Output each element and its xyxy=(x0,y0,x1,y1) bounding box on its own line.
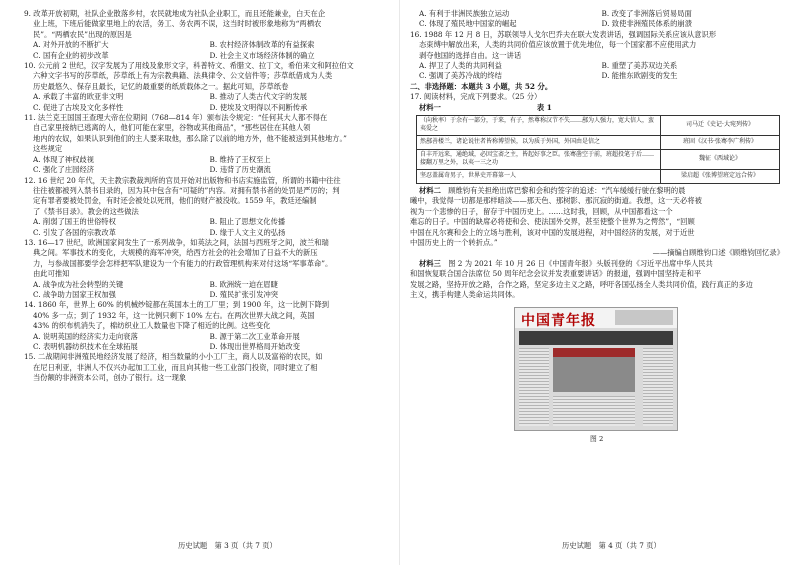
newspaper-text-column xyxy=(519,348,549,426)
table-row xyxy=(417,170,780,184)
option-c: C. 表明机器纺织技术在全球拓展 xyxy=(33,342,138,351)
question-line: 历史最悠久、保存且最长，记忆的最重要的纸质载体之一。据此可知，莎草纸卷 xyxy=(33,81,289,91)
option-b: B. 欧洲统一迫在眉睫 xyxy=(209,279,278,289)
option-d: D. 缘于人文主义的弘扬 xyxy=(209,227,286,237)
option-a: A. 战争成为社会转型的关键 xyxy=(33,279,124,289)
question-line: 10. 公元前 2 世纪，汉字发展为了用线及象形文字，科普特文、希腊文、拉丁文，希伯来文和阿拉伯文 xyxy=(24,61,354,71)
question-line: 12. 16 世纪 20 年代，天主教宗教裁判所的官员开始对出版物和书店实施监管，所谓的书籍中往往 xyxy=(24,175,341,185)
option-row xyxy=(24,217,386,227)
option-a: A. 有利于非洲民族独立运动 xyxy=(419,9,510,18)
newspaper-photo xyxy=(553,348,635,392)
question-line: 剥夺他国的选择自由。这一讲话 xyxy=(419,50,522,60)
option-b: B. 改变了非洲落后贸易局面 xyxy=(601,9,692,18)
option-a: A. 说明英国的经济实力走向衰落 xyxy=(33,331,138,341)
option-a: A. 削弱了国王的世俗特权 xyxy=(33,217,116,227)
material-1-header xyxy=(410,103,784,113)
option-row xyxy=(24,280,386,290)
exam-page-4 xyxy=(400,0,800,565)
option-c: C. 强化了庄园经济 xyxy=(33,165,95,175)
option-d: D. 能推东欧剧变的发生 xyxy=(601,71,678,81)
material-line: 视为一个悲惨的日子，留存于中国历史上。……这时我，回顾，从中国都看这一个 xyxy=(410,206,673,216)
option-b: B. 农村经济体制改革的有益探索 xyxy=(209,40,315,50)
table-cell: 坚忍盖属奇男子，世界史开幕第一人 xyxy=(417,170,661,184)
material-line: 中国在凡尔赛和会上的立场与胜利，该对中国的发展进程，对中国经济的发展，对于近世 xyxy=(410,227,695,237)
material-label: 材料二 xyxy=(419,186,441,196)
table-cell: 然鄯善楼兰，诸论说往者皆称博望侯，以为质于外国，外国由是信之 xyxy=(417,135,661,149)
option-d: D. 违背了历史潮流 xyxy=(209,165,271,175)
option-row xyxy=(24,332,386,342)
table-row xyxy=(417,115,780,135)
question-line: 六种文字书写的莎草纸，莎草纸上有为宗教典籍、法典律令、公文信件等；莎草纸借成为人类 xyxy=(33,71,333,81)
material-text: 图 2 为 2021 年 10 月 26 日《中国青年报》头版刊登的《习近平出席中华人民共 xyxy=(448,258,713,268)
question-15-options xyxy=(410,9,784,30)
question-line: 民”。“两栖农民”出现的原因是 xyxy=(33,29,132,39)
figure-caption: 图 2 xyxy=(590,434,604,443)
section-heading: 二、非选择题：本题共 3 小题，共 52 分。 xyxy=(410,81,553,91)
option-d: D. 使埃及文明得以不间断传承 xyxy=(209,102,308,112)
question-line: 定有罪者要被处罚金，有时还会被处以死刑，他们的财产被没收。1559 年，教廷还编制 xyxy=(33,196,317,206)
option-a: A. 捍卫了人类的共同利益 xyxy=(419,61,502,71)
option-c: C. 国有企业的初步改革 xyxy=(33,50,109,60)
option-b: B. 阻止了思想文化传播 xyxy=(209,217,286,227)
question-12 xyxy=(24,176,386,238)
option-row xyxy=(410,19,784,29)
question-17-intro: 17. 阅读材料，完成下列要求。（25 分） xyxy=(410,92,542,102)
table-label: 表 1 xyxy=(536,102,552,112)
option-b: B. 源于第二次工业革命开展 xyxy=(209,331,300,341)
page-footer: 历史试题 第 3 页（共 7 页） xyxy=(178,541,277,550)
option-c: C. 强调了美苏冷战的终结 xyxy=(419,71,502,81)
option-a: A. 对外开放的不断扩大 xyxy=(33,40,109,50)
option-b: B. 推动了人类古代文字的发展 xyxy=(209,92,308,102)
option-d: D. 殖民扩张引发冲突 xyxy=(209,289,279,299)
material-line: 曦中，我觉得一切都是那样暗淡——那天色、那树影、那沉寂的街道。我想，这一天必将被 xyxy=(410,196,702,206)
material-line xyxy=(410,259,784,269)
question-line: 16. 1988 年 12 月 8 日，苏联领导人戈尔巴乔夫在联大发表讲话，强调国际关系应该从意识形 xyxy=(410,29,717,39)
material-line: 难忘的日子。中国的缺席必将使和会、使法国外交界，甚至使整个世界为之愕然”，“回顾 xyxy=(410,217,695,227)
option-row xyxy=(24,103,386,113)
newspaper-header xyxy=(515,308,677,328)
option-row xyxy=(24,92,386,102)
newspaper-text-column xyxy=(553,396,635,426)
option-b: B. 维持了王权至上 xyxy=(209,154,271,164)
question-line: 了《禁书目录》。教会的这些做法 xyxy=(33,206,139,216)
question-line: 由此可推知 xyxy=(33,269,70,279)
question-15 xyxy=(24,352,386,383)
material-line: 发展之路，坚持开放之路，合作之路，坚定多边主义之路，呼吁各国弘扬全人类共同价值，践行真正的多边 xyxy=(410,279,753,289)
option-row xyxy=(24,51,386,61)
question-line: 11. 法兰克王国国王查理大帝在位期间（768—814 年）颁布法令规定：“任何其大人都不得在 xyxy=(24,113,328,123)
option-row xyxy=(24,342,386,352)
question-line: 40% 多一点；到了 1932 年，这一比例只剩下 10% 左右。在两次世界大战之间，英国 xyxy=(33,310,315,320)
material-label: 材料三 xyxy=(419,258,441,268)
option-d: D. 社会主义市场经济体制的确立 xyxy=(209,50,315,60)
question-line: 业上班，下班后能做家里地上的农活，务工、务农两不误，这当时时被形象地称为“两栖农 xyxy=(33,19,322,29)
newspaper-text-column xyxy=(643,348,673,426)
material-label: 材料一 xyxy=(419,102,441,112)
question-line: 9. 改革开放初期，社队企业散落乡村，农民就地成为社队企业职工，而且还能兼业，白天在企 xyxy=(24,9,326,18)
page-footer: 历史试题 第 4 页（共 7 页） xyxy=(562,541,661,550)
question-16 xyxy=(410,30,784,82)
question-line: 自己家里接纳已逃离的人，他们可能在家里，谷物或其他商品”，“那些居住在其他人领 xyxy=(33,123,311,133)
table-cell-source: 魏征《西域论》 xyxy=(661,149,780,169)
question-line: 在尼日利亚，非洲人不仅兴办起加工工业，而且向其他一些工业部门投资，同时建立了相 xyxy=(33,362,318,372)
table-cell-source: 司马迁《史记·大宛列传》 xyxy=(661,115,780,135)
newspaper-headline-bar xyxy=(519,331,673,345)
question-9 xyxy=(24,9,386,61)
question-line: 地内的农奴，如果认识到他们的主人要来取他，那么除了以前的地方外，他不能被送到其他地方。” xyxy=(33,133,347,143)
question-11 xyxy=(24,113,386,175)
question-13 xyxy=(24,238,386,300)
material-2 xyxy=(410,186,784,259)
question-line: 43% 的织布机消失了，棉纺织业工人数量也下降了相近的比例。这些变化 xyxy=(33,321,271,331)
material-line: 中国历史上的一个转折点。” xyxy=(410,238,498,248)
material-1-table xyxy=(416,115,780,184)
material-text: 顾维钧有关担绝出席巴黎和会和约签字的追述：“汽车缓缓行驶在黎明的晨 xyxy=(448,186,686,196)
option-d: D. 体现出世界格局开始改变 xyxy=(209,342,300,351)
option-row xyxy=(410,9,784,19)
option-c: C. 引发了各国的宗教改革 xyxy=(33,227,116,237)
question-line: 这些规定 xyxy=(33,144,63,154)
question-line: 典之间。军事技术的变化，大规模的海军冲突，给西方社会的社会增加了日益不大的新压 xyxy=(33,248,318,258)
table-cell: 自丰开远来，通绝域，必因宝斋之主，皆起好事之臣。张骞凿空于前，班超投笔于后……接翻万里之外，以夷一三之功 xyxy=(417,149,661,169)
option-row xyxy=(410,71,784,81)
option-a: A. 体现了神权歧视 xyxy=(33,154,94,164)
question-14 xyxy=(24,300,386,352)
table-cell: （向秋率）于余有一部分，于来，有子，然尊称汉节不失……鄯为人强力，宽大信人，蛮夷爱之 xyxy=(417,115,661,135)
question-line: 14. 1860 年，世界上 60% 的机械纱锭都在英国本土的工厂里；到 1900 年，这一比例下降到 xyxy=(24,300,330,310)
question-line: 力，与参战国都要学会怎样把军队建设为一个有能力的行政管理机构来对付这场“军事革命”。 xyxy=(33,258,333,268)
option-c: C. 战争助力国家王权加强 xyxy=(33,289,116,299)
question-10 xyxy=(24,61,386,113)
table-cell-source: 班固《汉书·张骞李广利传》 xyxy=(661,135,780,149)
question-line: 当份额的非洲资本公司，创办了银行。这一现象 xyxy=(33,373,187,383)
material-source: ——摘编自顾维钧口述《顾维钧回忆录》 xyxy=(652,248,784,258)
option-row xyxy=(24,228,386,238)
option-b: B. 重塑了美苏双边关系 xyxy=(601,61,678,71)
option-row xyxy=(24,290,386,300)
option-c: C. 促进了古埃及文化多样性 xyxy=(33,102,124,112)
newspaper-front-page-image xyxy=(514,307,678,431)
option-row xyxy=(24,40,386,50)
question-line: 态束缚中解放出来，人类的共同价值应该放置于优先地位，每一个国家都不应使用武力 xyxy=(419,40,697,50)
material-3 xyxy=(410,259,784,301)
newspaper-masthead: 中国青年报 xyxy=(521,312,596,329)
table-row xyxy=(417,149,780,169)
photo-red-banner xyxy=(553,348,635,357)
option-row xyxy=(24,165,386,175)
option-row xyxy=(24,155,386,165)
table-row xyxy=(417,135,780,149)
material-line: 和国恢复联合国合法席位 50 周年纪念会议并发表重要讲话》的报道，强调中国坚持走和平 xyxy=(410,269,702,279)
option-c: C. 体现了殖民地中国家的崛起 xyxy=(419,19,517,29)
material-line: 主义，携手构建人类命运共同体。 xyxy=(410,290,520,300)
option-a: A. 承载了丰富的欧亚非文明 xyxy=(33,92,124,102)
question-line: 13. 16—17 世纪，欧洲国家间发生了一系列战争，如英法之间，法国与西班牙之间，波兰和瑞 xyxy=(24,237,329,247)
table-cell-source: 梁启超《张博望班定远合传》 xyxy=(661,170,780,184)
material-line xyxy=(410,186,784,196)
option-row xyxy=(410,61,784,71)
newspaper-side-headline xyxy=(615,310,673,325)
question-line: 15. 二战期间非洲殖民地经济发展了经济，相当数量的小小工厂主，商人以及富裕的农民，如 xyxy=(24,352,323,362)
question-line: 往往被都被列入禁书目录的，因为其中包含有“可疑的”内容。对拥有禁书者的处罚是严厉的；判 xyxy=(33,185,340,195)
option-d: D. 致使非洲殖民体系的崩溃 xyxy=(601,19,692,29)
